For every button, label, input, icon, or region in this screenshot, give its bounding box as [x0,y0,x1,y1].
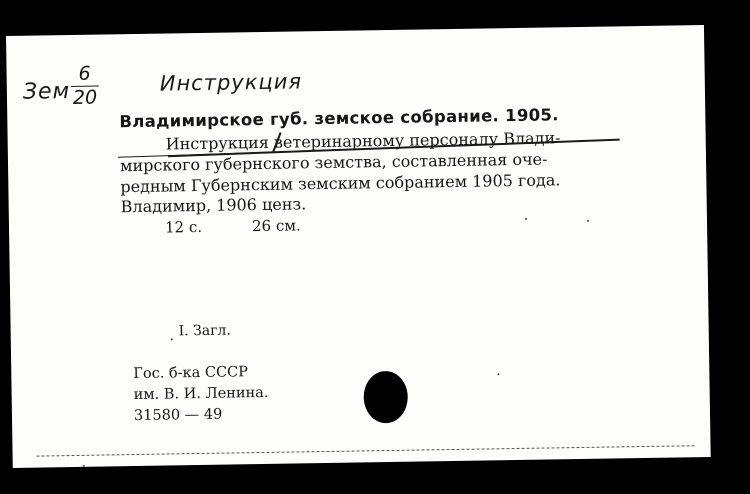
card-bottom-edge [37,445,697,456]
handwritten-title: Инструкция [159,69,303,96]
shelf-mark-fraction [70,62,99,109]
description-line: Инструкция ветеринарному персоналу Влади- [165,128,561,154]
library-line: им. В. И. Ленина. [133,384,269,404]
library-line: 31580 — 49 [133,406,223,425]
collation-line [165,216,301,236]
speck [83,465,85,467]
shelf-mark-prefix: Зем [22,79,71,105]
description-block [120,126,621,197]
page-count: 12 с. [164,217,203,237]
item-size: 26 см. [251,216,301,236]
catalog-card [6,25,711,468]
shelf-mark-numerator: 6 [70,65,98,87]
speck [171,338,173,340]
publication-line: Владимир, 1906 ценз. [120,194,307,217]
tracing-entry: I. Загл. [178,322,231,340]
description-line: мирского губернского земства, составленная оче- [119,149,548,176]
description-line: редным Губернским земским собранием 1905 года. [120,170,561,197]
library-line: Гос. б-ка СССР [133,364,249,383]
speck [525,218,527,220]
speck [497,373,499,375]
punch-hole [363,371,408,424]
shelf-mark-denominator: 20 [72,86,98,109]
card-heading: Владимирское губ. земское собрание. 1905. [119,105,559,132]
library-stamp [133,362,269,427]
speck [587,220,589,222]
